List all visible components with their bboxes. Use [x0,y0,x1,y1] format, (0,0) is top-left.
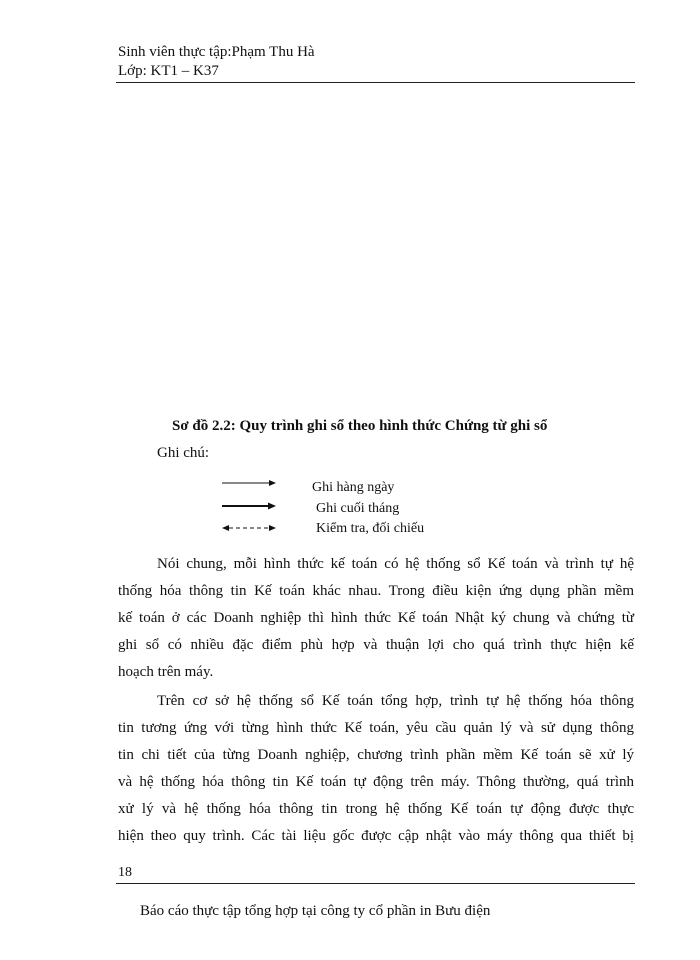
legend-check: Kiểm tra, đối chiếu [316,521,425,536]
paragraph1-line: ghi sổ có nhiều đặc điểm phù hợp và thuận lợi cho quá trình thực hiện kế [118,637,634,653]
paragraph1-line: Nói chung, mỗi hình thức kế toán có hệ thống sổ Kế toán và trình tự hệ [157,556,634,572]
paragraph1-line: thống hóa thông tin Kế toán khác nhau. Trong điều kiện ứng dụng phần mềm [118,583,634,599]
header-student: Sinh viên thực tập:Phạm Thu Hà [118,44,315,60]
paragraph1-line: hoạch trên máy. [118,664,214,680]
legend-month-end: Ghi cuối tháng [316,501,400,516]
legend-note-label: Ghi chú: [157,445,210,461]
daily-entry-arrow-icon [222,478,276,488]
paragraph2-line: và hệ thống hóa thông tin Kế toán tự động trên máy. Thông thường, quá trình [118,774,634,790]
diagram-caption: Sơ đồ 2.2: Quy trình ghi sổ theo hình thức Chứng từ ghi sổ [172,418,548,434]
legend-daily: Ghi hàng ngày [312,480,395,495]
month-end-arrow-icon [222,501,276,511]
footer-rule [116,883,635,884]
footer-text: Báo cáo thực tập tổng hợp tại công ty cổ phần in Bưu điện [140,903,491,919]
paragraph2-line: tin tương ứng với từng hình thức Kế toán, yêu cầu quản lý và sử dụng thông [118,720,634,736]
header-rule [116,82,635,83]
check-reconcile-arrow-icon [222,523,276,533]
paragraph2-line: tin chi tiết của từng Doanh nghiệp, chương trình phần mềm Kế toán sẽ xử lý [118,747,634,763]
paragraph2-line: hiện theo quy trình. Các tài liệu gốc được cập nhật vào máy thông qua thiết bị [118,828,634,844]
paragraph2-line: Trên cơ sở hệ thống sổ Kế toán tổng hợp, trình tự hệ thống hóa thông [157,693,634,709]
page-number: 18 [118,865,132,880]
paragraph2-line: xử lý và hệ thống hóa thông tin trong hệ thống Kế toán tự động được thực [118,801,634,817]
paragraph1-line: kế toán ở các Doanh nghiệp thì hình thức Kế toán Nhật ký chung và chứng từ [118,610,634,626]
header-class: Lớp: KT1 – K37 [118,63,219,79]
